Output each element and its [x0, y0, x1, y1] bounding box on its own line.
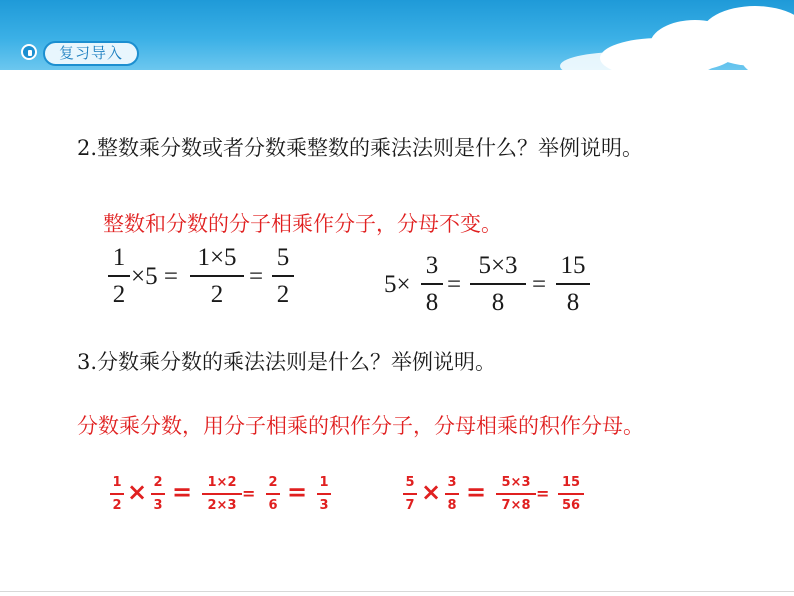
numerator: 2 — [153, 475, 163, 490]
numerator: 1 — [319, 475, 329, 490]
fraction-bar — [110, 493, 124, 495]
numerator: 15 — [560, 252, 586, 279]
operator: = — [532, 271, 547, 298]
fraction-bar — [558, 493, 584, 495]
operator: × — [421, 478, 442, 506]
bottom-divider — [0, 591, 794, 592]
denominator: 2 — [112, 497, 122, 513]
denominator: 3 — [319, 497, 329, 513]
numerator: 15 — [561, 475, 581, 490]
denominator: 56 — [561, 497, 581, 513]
operator: 5× — [384, 271, 411, 298]
numerator: 5 — [276, 244, 290, 271]
fraction — [190, 244, 244, 309]
fraction-bar — [445, 493, 459, 495]
section-dot-icon — [21, 44, 37, 60]
numerator: 3 — [425, 252, 439, 279]
numerator: 5×3 — [501, 475, 531, 490]
operator: = — [242, 484, 256, 503]
fraction-bar — [151, 493, 165, 495]
operator: = — [287, 478, 308, 506]
numerator: 2 — [268, 475, 278, 490]
fraction — [421, 252, 443, 317]
answer-3: 分数乘分数，用分子相乘的积作分子，分母相乘的积作分母。 — [77, 414, 644, 438]
numerator: 1×5 — [197, 244, 237, 271]
numerator: 3 — [447, 475, 457, 490]
fraction-bar — [556, 283, 590, 285]
fraction — [403, 475, 417, 513]
numerator: 1 — [112, 475, 122, 490]
fraction — [558, 475, 584, 513]
question-3: 3.分数乘分数的乘法法则是什么？举例说明。 — [77, 350, 497, 374]
fraction — [556, 252, 590, 317]
fraction — [202, 475, 242, 513]
fraction — [266, 475, 280, 513]
operator: = — [447, 271, 462, 298]
denominator: 8 — [425, 288, 439, 316]
numerator: 1 — [112, 244, 126, 271]
denominator: 8 — [566, 288, 580, 316]
fraction-bar — [421, 283, 443, 285]
fraction — [445, 475, 459, 513]
denominator: 2×3 — [207, 497, 237, 513]
numerator: 5×3 — [478, 252, 518, 279]
fraction — [317, 475, 331, 513]
section-tag: 复习导入 — [43, 41, 139, 66]
denominator: 7×8 — [501, 497, 531, 513]
fraction-bar — [496, 493, 536, 495]
denominator: 2 — [112, 280, 126, 308]
denominator: 2 — [210, 280, 224, 308]
operator: × — [127, 478, 148, 506]
fraction-bar — [470, 283, 526, 285]
fraction-bar — [403, 493, 417, 495]
denominator: 6 — [268, 497, 278, 513]
denominator: 2 — [276, 280, 290, 308]
fraction-bar — [108, 275, 130, 277]
operator: = — [249, 263, 264, 290]
fraction-bar — [190, 275, 244, 277]
fraction-bar — [317, 493, 331, 495]
numerator: 1×2 — [207, 475, 237, 490]
fraction-bar — [266, 493, 280, 495]
denominator: 3 — [153, 497, 163, 513]
operator: = — [172, 478, 193, 506]
fraction-bar — [272, 275, 294, 277]
fraction — [151, 475, 165, 513]
operator: = — [536, 484, 550, 503]
operator: = — [466, 478, 487, 506]
question-2: 2.整数乘分数或者分数乘整数的乘法法则是什么？举例说明。 — [77, 136, 644, 160]
fraction — [272, 244, 294, 309]
fraction — [496, 475, 536, 513]
denominator: 7 — [405, 497, 415, 513]
answer-2: 整数和分数的分子相乘作分子，分母不变。 — [103, 212, 502, 236]
operator: ×5 = — [131, 263, 178, 290]
fraction-bar — [202, 493, 242, 495]
fraction — [108, 244, 130, 309]
numerator: 5 — [405, 475, 415, 490]
fraction — [110, 475, 124, 513]
denominator: 8 — [447, 497, 457, 513]
denominator: 8 — [491, 288, 505, 316]
fraction — [470, 252, 526, 317]
